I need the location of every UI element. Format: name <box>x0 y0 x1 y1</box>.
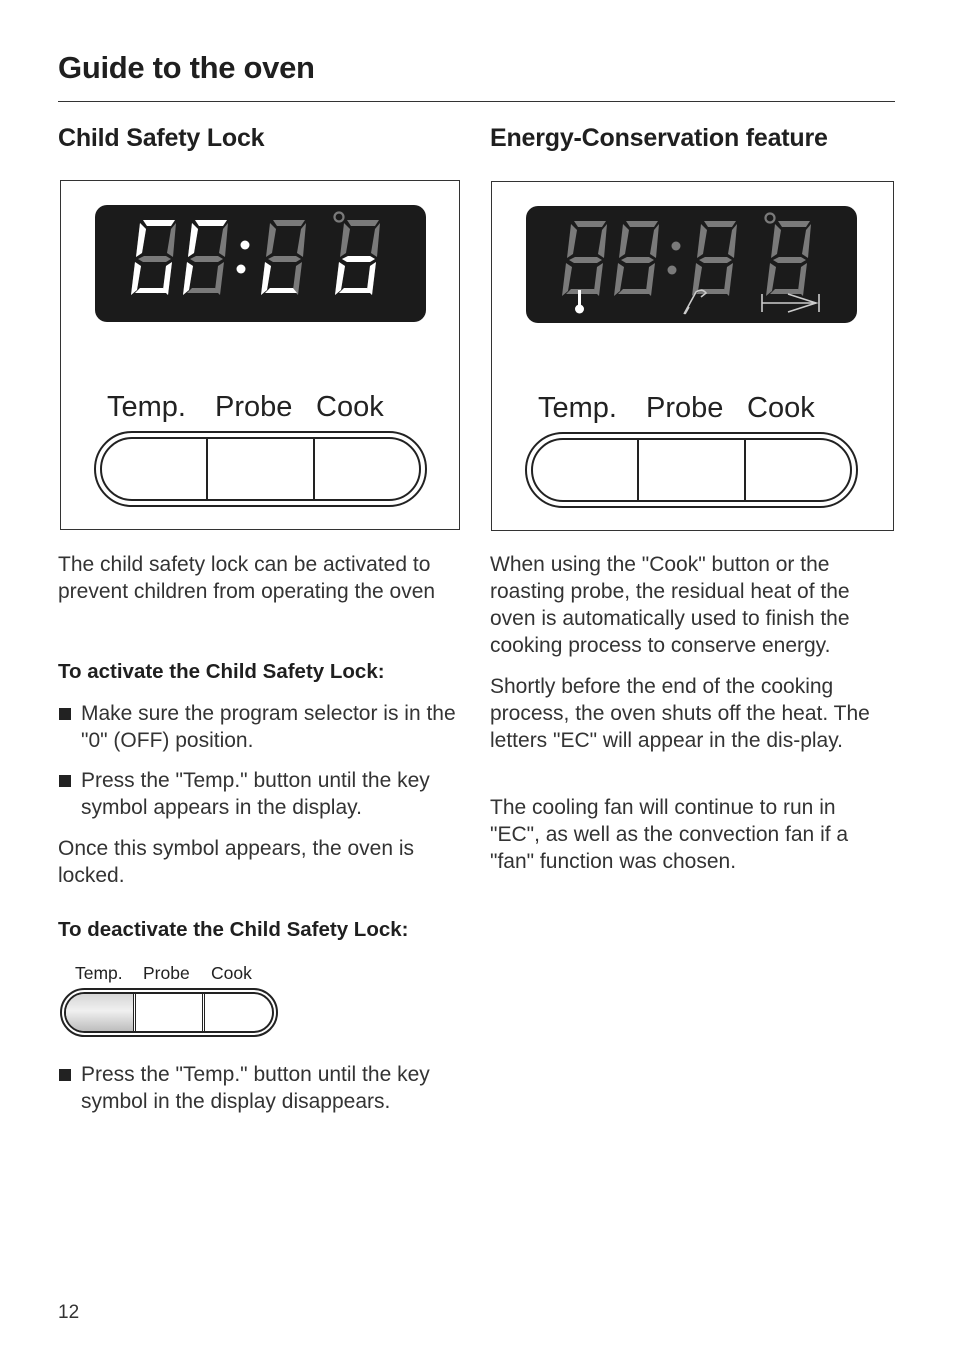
energy-paragraph-2: Shortly before the end of the cooking process, the oven shuts off the heat. The letters "EC" will appear in the dis-play. <box>490 675 870 752</box>
button-strip <box>525 432 858 508</box>
deactivate-heading: To deactivate the Child Safety Lock: <box>58 918 409 941</box>
bullet-square-icon <box>59 775 71 787</box>
mini-probe-button[interactable] <box>133 994 203 1031</box>
energy-paragraph-3: The cooling fan will continue to run in "EC", as well as the convection fan if a "fan" function was chosen. <box>490 796 849 873</box>
probe-button[interactable] <box>637 440 743 500</box>
button-labels <box>538 392 858 432</box>
temp-button[interactable] <box>533 440 637 500</box>
seven-segment-readout <box>95 205 426 322</box>
temp-label: Temp. <box>107 391 186 423</box>
mini-button-strip <box>60 988 278 1037</box>
title-rule <box>58 101 895 102</box>
energy-conservation-heading: Energy-Conservation feature <box>490 124 828 152</box>
arrow-to-bar-icon <box>762 294 819 312</box>
mini-probe-label: Probe <box>143 963 190 983</box>
child-lock-intro: The child safety lock can be activated to prevent children from operating the oven <box>58 553 436 603</box>
page-number: 12 <box>58 1302 80 1323</box>
degree-icon <box>335 213 344 222</box>
temp-label: Temp. <box>538 392 617 424</box>
probe-label: Probe <box>646 392 724 424</box>
bullet-square-icon <box>59 1069 71 1081</box>
cook-label: Cook <box>316 391 384 423</box>
mini-cook-label: Cook <box>211 963 252 983</box>
cook-button[interactable] <box>313 439 419 499</box>
temp-button[interactable] <box>102 439 206 499</box>
child-safety-lock-heading: Child Safety Lock <box>58 124 265 152</box>
mini-temp-button-pressed[interactable] <box>66 994 133 1031</box>
energy-paragraph-1: When using the "Cook" button or the roasting probe, the residual heat of the oven is automatically used to finish the cooking process to conserve energy. <box>490 553 850 657</box>
child-lock-panel-illustration <box>60 180 460 530</box>
button-strip <box>94 431 427 507</box>
activate-heading: To activate the Child Safety Lock: <box>58 660 385 683</box>
seven-segment-readout <box>526 206 857 323</box>
oven-display <box>95 205 426 322</box>
oven-display <box>526 206 857 323</box>
mini-temp-label: Temp. <box>75 963 123 983</box>
button-labels <box>107 391 427 431</box>
cook-button[interactable] <box>744 440 850 500</box>
locked-note: Once this symbol appears, the oven is locked. <box>58 837 415 887</box>
degree-icon <box>766 214 775 223</box>
mini-cook-button[interactable] <box>202 994 272 1031</box>
energy-conservation-panel-illustration <box>491 181 894 531</box>
probe-button[interactable] <box>206 439 312 499</box>
page-title: Guide to the oven <box>58 50 315 85</box>
bullet-square-icon <box>59 708 71 720</box>
cook-label: Cook <box>747 392 815 424</box>
probe-label: Probe <box>215 391 293 423</box>
